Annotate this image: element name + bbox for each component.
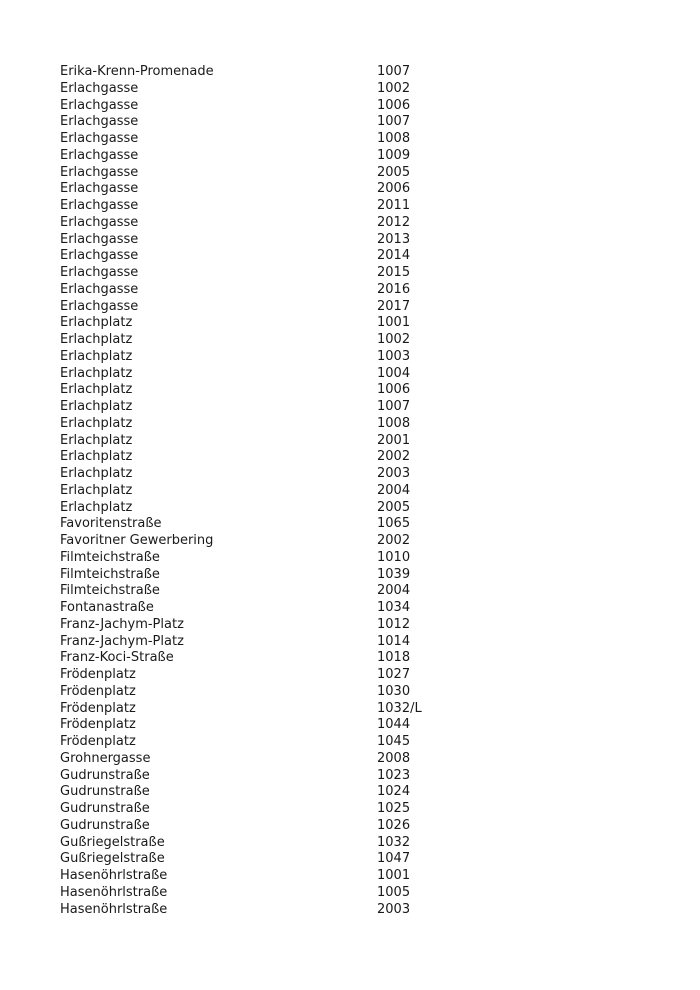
list-item: [60, 684, 460, 701]
street-number: 1027: [377, 667, 411, 682]
street-name: Frödenplatz: [60, 717, 136, 733]
list-item: [60, 885, 460, 902]
list-item: [60, 818, 460, 835]
street-name: Erlachgasse: [60, 214, 139, 230]
street-number: 1007: [377, 114, 411, 130]
street-number: 1014: [377, 633, 411, 649]
street-name: Hasenöhrlstraße: [60, 901, 168, 917]
list-item: [60, 483, 460, 500]
street-name: Grohnergasse: [60, 750, 151, 766]
street-name: Gußriegelstraße: [60, 851, 165, 867]
list-item: [60, 784, 460, 801]
street-number: 1065: [377, 516, 411, 532]
list-item: [60, 516, 460, 533]
list-item: [60, 181, 460, 198]
list-item: [60, 449, 460, 466]
list-item: [60, 902, 460, 919]
street-number: 1026: [377, 817, 411, 833]
list-item: [60, 248, 460, 265]
street-number: 1047: [377, 851, 411, 867]
list-item: [60, 198, 460, 215]
street-name: Filmteichstraße: [60, 549, 160, 565]
street-number: 2016: [377, 281, 411, 297]
list-item: [60, 114, 460, 131]
list-item: [60, 416, 460, 433]
list-item: [60, 382, 460, 399]
street-name: Erlachgasse: [60, 114, 139, 130]
list-item: [60, 98, 460, 115]
street-name: Gudrunstraße: [60, 817, 150, 833]
street-number: 2004: [377, 583, 411, 599]
list-item: [60, 215, 460, 232]
street-name: Frödenplatz: [60, 700, 136, 716]
street-number: 1045: [377, 734, 411, 749]
list-item: [60, 751, 460, 768]
street-number: 1001: [377, 868, 411, 883]
street-name: Erlachplatz: [60, 348, 133, 364]
list-item: [60, 650, 460, 667]
street-name: Erlachplatz: [60, 315, 133, 331]
street-number: 2001: [377, 432, 411, 448]
street-number: 1008: [377, 131, 411, 146]
list-item: [60, 165, 460, 182]
street-name: Erlachplatz: [60, 365, 133, 381]
street-name: Erlachplatz: [60, 399, 133, 414]
street-name: Hasenöhrlstraße: [60, 868, 168, 883]
list-item: [60, 81, 460, 98]
street-name: Hasenöhrlstraße: [60, 884, 168, 900]
street-name: Erlachgasse: [60, 281, 139, 297]
street-name: Erika-Krenn-Promenade: [60, 64, 214, 79]
street-name: Erlachplatz: [60, 432, 133, 448]
street-number: 1012: [377, 616, 411, 632]
street-name: Franz-Jachym-Platz: [60, 633, 184, 649]
list-item: [60, 349, 460, 366]
street-name: Filmteichstraße: [60, 583, 160, 599]
street-number: 1001: [377, 315, 411, 331]
street-number: 1005: [377, 884, 411, 900]
list-item: [60, 851, 460, 868]
street-name: Erlachplatz: [60, 415, 133, 431]
street-number: 1034: [377, 600, 411, 615]
street-number: 1007: [377, 399, 411, 414]
list-item: [60, 550, 460, 567]
street-name: Favoritner Gewerbering: [60, 533, 214, 548]
list-item: [60, 768, 460, 785]
list-item: [60, 332, 460, 349]
street-number: 2012: [377, 214, 411, 230]
street-name: Erlachgasse: [60, 181, 139, 197]
list-item: [60, 433, 460, 450]
street-number: 1018: [377, 650, 411, 666]
street-name: Erlachgasse: [60, 147, 139, 163]
street-name: Erlachgasse: [60, 265, 139, 280]
street-number: 1006: [377, 382, 411, 398]
street-number: 1009: [377, 147, 411, 163]
street-name: Erlachgasse: [60, 198, 139, 213]
list-item: [60, 299, 460, 316]
street-number: 1023: [377, 767, 411, 783]
list-item: [60, 466, 460, 483]
list-item: [60, 131, 460, 148]
street-number: 1032/L: [377, 700, 422, 716]
street-number: 2005: [377, 499, 411, 515]
list-item: [60, 148, 460, 165]
street-name: Erlachgasse: [60, 80, 139, 96]
street-number: 2013: [377, 231, 411, 247]
street-number: 2002: [377, 449, 411, 465]
street-number: 1039: [377, 566, 411, 582]
list-item: [60, 717, 460, 734]
street-number: 1002: [377, 80, 411, 96]
street-number: 2002: [377, 533, 411, 548]
street-number: 2014: [377, 248, 411, 264]
street-number: 1003: [377, 348, 411, 364]
list-item: [60, 366, 460, 383]
street-name: Franz-Jachym-Platz: [60, 616, 184, 632]
list-item: [60, 617, 460, 634]
street-number: 2015: [377, 265, 411, 280]
street-number: 2004: [377, 482, 411, 498]
street-name: Erlachgasse: [60, 97, 139, 113]
list-item: [60, 282, 460, 299]
street-name: Erlachplatz: [60, 382, 133, 398]
street-number: 2008: [377, 750, 411, 766]
street-name: Erlachgasse: [60, 164, 139, 180]
street-number: 1002: [377, 332, 411, 347]
street-number: 1024: [377, 784, 411, 800]
street-name: Filmteichstraße: [60, 566, 160, 582]
list-item: [60, 399, 460, 416]
street-name: Erlachplatz: [60, 332, 133, 347]
list-item: [60, 232, 460, 249]
street-number-list: [60, 64, 460, 918]
street-name: Gudrunstraße: [60, 784, 150, 800]
list-item: [60, 600, 460, 617]
street-number: 1008: [377, 415, 411, 431]
street-name: Frödenplatz: [60, 734, 136, 749]
street-name: Erlachgasse: [60, 248, 139, 264]
list-item: [60, 667, 460, 684]
street-number: 1004: [377, 365, 411, 381]
list-item: [60, 583, 460, 600]
street-number: 1006: [377, 97, 411, 113]
street-number: 2003: [377, 901, 411, 917]
street-name: Frödenplatz: [60, 667, 136, 682]
list-item: [60, 265, 460, 282]
list-item: [60, 315, 460, 332]
street-number: 1030: [377, 683, 411, 699]
street-name: Gudrunstraße: [60, 801, 150, 816]
list-item: [60, 868, 460, 885]
street-name: Gudrunstraße: [60, 767, 150, 783]
list-item: [60, 567, 460, 584]
street-number: 2005: [377, 164, 411, 180]
street-number: 1032: [377, 834, 411, 850]
list-item: [60, 500, 460, 517]
street-name: Erlachplatz: [60, 466, 133, 481]
street-number: 1025: [377, 801, 411, 816]
street-number: 2017: [377, 298, 411, 314]
list-item: [60, 533, 460, 550]
street-name: Erlachplatz: [60, 482, 133, 498]
street-name: Erlachgasse: [60, 231, 139, 247]
list-item: [60, 734, 460, 751]
list-item: [60, 701, 460, 718]
street-number: 1010: [377, 549, 411, 565]
street-name: Gußriegelstraße: [60, 834, 165, 850]
street-name: Franz-Koci-Straße: [60, 650, 174, 666]
list-item: [60, 801, 460, 818]
street-name: Erlachgasse: [60, 298, 139, 314]
street-name: Erlachplatz: [60, 499, 133, 515]
street-name: Erlachgasse: [60, 131, 139, 146]
street-name: Erlachplatz: [60, 449, 133, 465]
street-number: 1007: [377, 64, 411, 79]
street-number: 2006: [377, 181, 411, 197]
street-number: 2003: [377, 466, 411, 481]
list-item: [60, 835, 460, 852]
street-name: Favoritenstraße: [60, 516, 162, 532]
street-name: Frödenplatz: [60, 683, 136, 699]
street-number: 2011: [377, 198, 411, 213]
list-item: [60, 634, 460, 651]
street-name: Fontanastraße: [60, 600, 154, 615]
street-number: 1044: [377, 717, 411, 733]
list-item: [60, 64, 460, 81]
